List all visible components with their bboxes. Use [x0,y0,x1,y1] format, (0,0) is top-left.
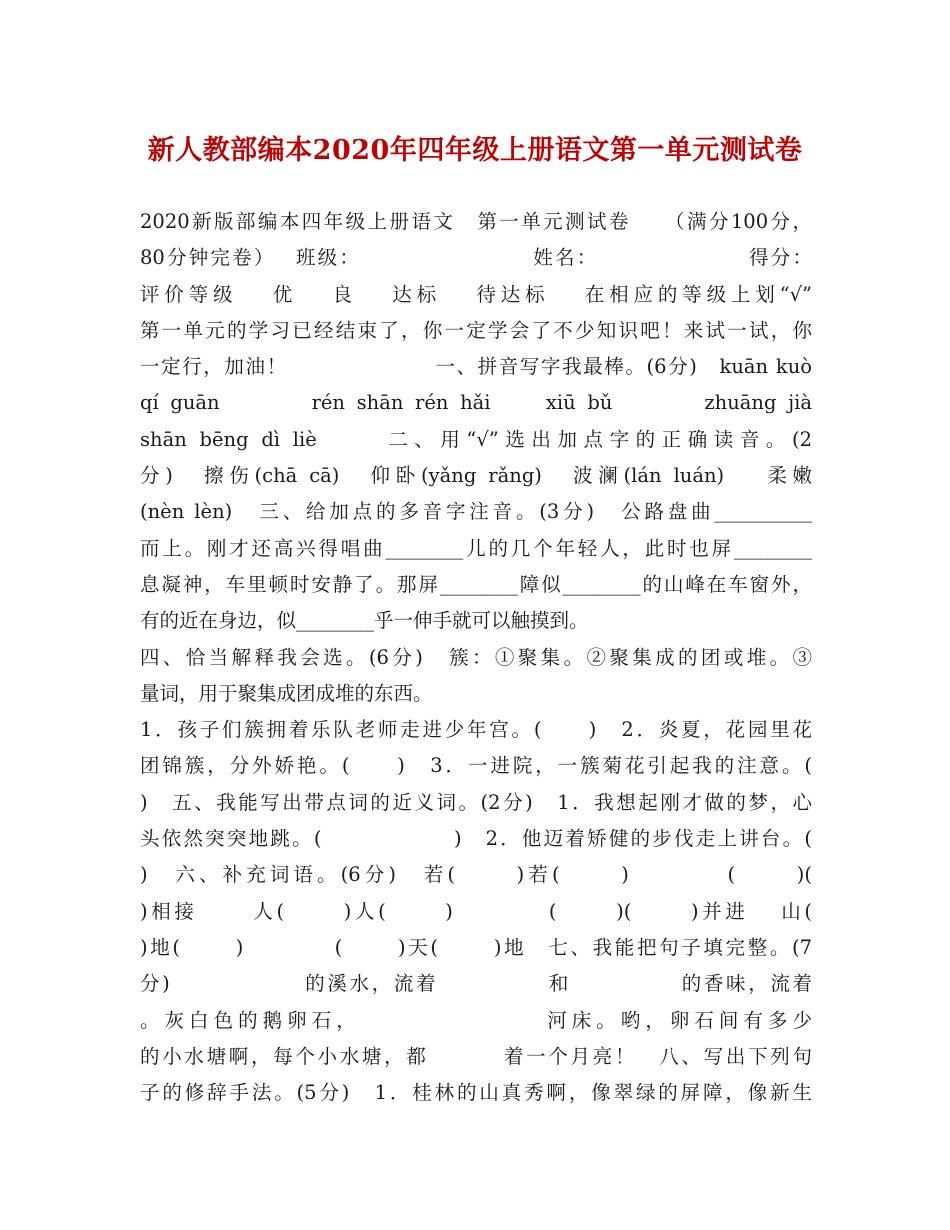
text-line: 评价等级 优 良 达标 待达标 在相应的等级上划“√” [140,282,812,306]
text-line: 的小水塘啊，每个小水塘，都 着一个月亮！ 八、写出下列句 [140,1044,812,1068]
text-line: 量词，用于聚集成团成堆的东西。 [140,681,433,705]
text-line: 团锦簇，分外娇艳。( ) 3．一进院，一簇菊花引起我的注意。( [140,754,812,778]
document-body [140,204,812,1111]
text-line: 子的修辞手法。(5分) 1．桂林的山真秀啊，像翠绿的屏障，像新生 [140,1081,812,1105]
text-line: 1．孩子们簇拥着乐队老师走进少年宫。( ) 2．炎夏，花园里花 [140,718,812,742]
text-line: 息凝神，车里顿时安静了。那屏________障似________的山峰在车窗外， [140,572,812,596]
text-line: 有的近在身边，似________乎一伸手就可以触摸到。 [140,609,589,633]
text-line: ) 五、我能写出带点词的近义词。(2分) 1．我想起刚才做的梦，心 [140,790,812,814]
text-line: )相接 人( )人( ) ( )( )并进 山( [140,899,812,923]
text-line: shān bēng dì liè 二、用“√”选出加点字的正确读音。(2 [140,427,812,451]
page-title: 新人教部编本2020年四年级上册语文第一单元测试卷 [147,135,803,166]
text-line: 分) 的溪水，流着 和 的香味，流着 [140,972,812,996]
text-line: ) 六、补充词语。(6分) 若( )若( ) ( )( [140,863,812,887]
text-line: 2020新版部编本四年级上册语文 第一单元测试卷 （满分100分， [140,210,812,233]
text-line: 四、恰当解释我会选。(6分) 簇：①聚集。②聚集成的团或堆。③ [140,645,812,669]
text-line: )地( ) ( )天( )地 七、我能把句子填完整。(7 [140,935,812,959]
text-line: 。灰白色的鹅卵石， 河床。哟，卵石间有多少 [140,1008,812,1032]
text-line: 80分钟完卷） 班级： 姓名： 得分： [140,246,812,270]
text-line: 而上。刚才还高兴得唱曲________儿的几个年轻人，此时也屏________ [140,536,812,560]
text-line: (nèn lèn) 三、给加点的多音字注音。(3分) 公路盘曲__________ [140,500,812,524]
text-line: 分) 擦伤(chā cā) 仰卧(yǎng rǎng) 波澜(lán luán) 柔嫩 [140,464,812,488]
text-line: 一定行，加油！ 一、拼音写字我最棒。(6分) kuān kuò [140,355,812,379]
text-line: 头依然突突地跳。( ) 2．他迈着矫健的步伐走上讲台。( [140,827,812,851]
text-line: qí guān rén shān rén hǎi xiū bǔ zhuāng jià [140,391,812,415]
text-line: 第一单元的学习已经结束了，你一定学会了不少知识吧！来试一试，你 [140,318,812,342]
